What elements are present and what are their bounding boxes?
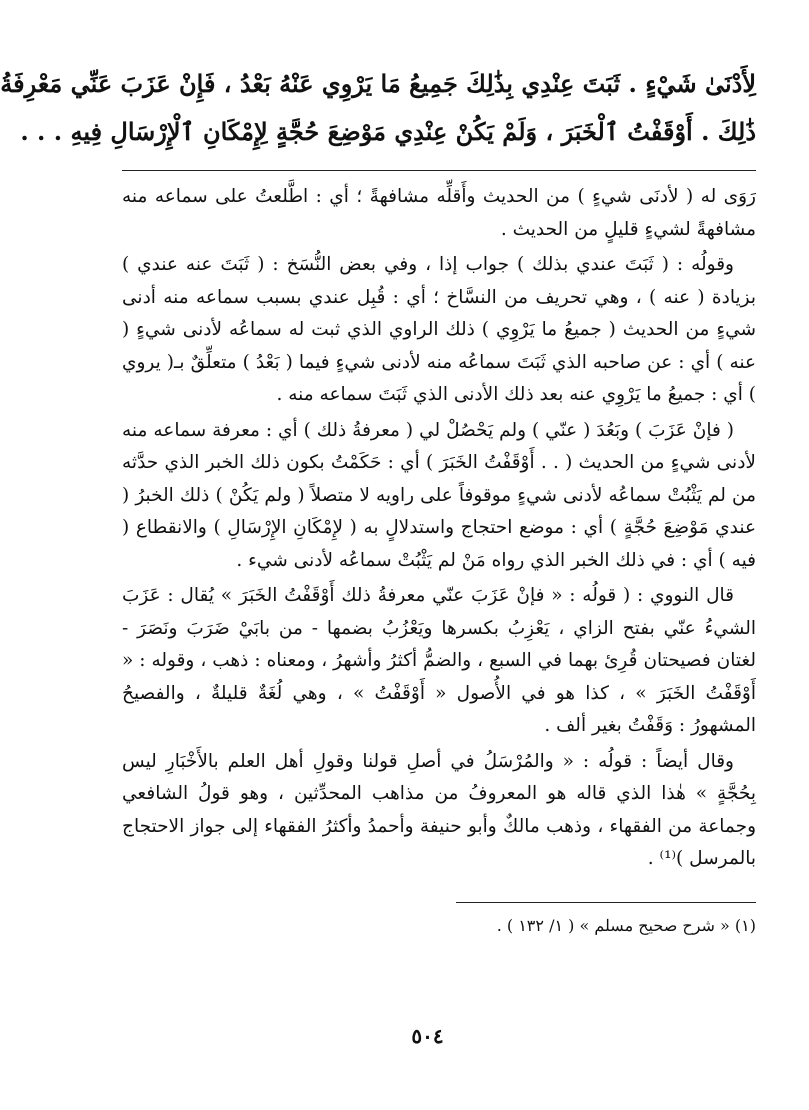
commentary-paragraph-3: ( فإنْ عَزَبَ ) وبَعُدَ ( عنّي ) ولم يَحْصُلْ لي ( معرفةُ ذلك ) أي : معرفة سماعه منه لأدنى شيءٍ من الحديث ( . . أَوْقَفْتُ الخَبَرَ ) أي : حَكَمْتُ بكون ذلك الخبر الذي حدَّثه من لم يَثْبُتْ سماعُه لأدنى شيءٍ موقوفاً على راويه لا متصلاً ( ولم يَكُنْ ) ذلك الخبرُ ( عندي مَوْضِعَ حُجَّةٍ ) أي : موضع احتجاج واستدلالٍ به ( لإِمْكَانِ الإِرْسَالِ ) والانقطاع ( فيه ) أي : في ذلك الخبر الذي رواه مَنْ لم يَثْبُتْ سماعُه لأدنى شيء .	[122, 419, 756, 571]
commentary	[122, 181, 756, 876]
page-body	[0, 60, 756, 1080]
commentary-paragraph-5: وقال أيضاً : قولُه : « والمُرْسَلُ في أصلِ قولنا وقولِ أهل العلم بالأَخْبَارِ ليس بِحُجَّةٍ » هٰذا الذي قاله هو المعروفُ من مذاهب المحدِّثين ، وهو قولُ الشافعي وجماعة من الفقهاء ، وذهب مالكٌ وأبو حنيفة وأحمدُ وأكثرُ الفقهاء إلى جواز الاحتجاج بالمرسل )⁽¹⁾ .	[122, 750, 756, 869]
footnote-divider	[456, 902, 756, 903]
matn-line-1: لِأَدْنَىٰ شَيْءٍ . ثَبَتَ عِنْدِي بِذَٰلِكَ جَمِيعُ مَا يَرْوِي عَنْهُ بَعْدُ ، فَإِنْ عَزَبَ عَنِّي مَعْرِفَةُ	[0, 69, 756, 98]
matn-line-2: ذَٰلِكَ . أَوْقَفْتُ ٱلْخَبَرَ ، وَلَمْ يَكُنْ عِنْدِي مَوْضِعَ حُجَّةٍ لِإِمْكَانِ ٱلْإِرْسَالِ فِيهِ . . .	[20, 117, 756, 146]
commentary-paragraph-4: قال النووي : ( قولُه : « فإنْ عَزَبَ عنّي معرفةُ ذلك أَوْقَفْتُ الخَبَرَ » يُقال : عَزَبَ الشيءُ عنّي بفتح الزاي ، يَعْزِبُ بكسرها ويَعْزُبُ بضمها - من بابَيْ ضَرَبَ ونَصَرَ - لغتان فصيحتان قُرِئ بهما في السبع ، والضمُّ أكثرُ وأشهرُ ، ومعناه : ذهب ، وقوله : « أَوْقَفْتُ الخَبَرَ » ، كذا هو في الأُصول « أَوْقَفْتُ » ، وهي لُغَةٌ قليلةٌ ، والفصيحُ المشهورُ : وَقَفْتُ بغير ألف .	[122, 585, 756, 736]
footnote: (١) « شرح صحيح مسلم » ( ١/ ١٣٢ ) .	[496, 915, 756, 935]
matn-divider	[122, 170, 756, 171]
matn-text	[0, 60, 756, 156]
commentary-paragraph-2: وقولُه : ( ثَبَتَ عندي بذلك ) جواب إذا ، وفي بعض النُّسَخ : ( ثَبَتَ عنه عندي ) بزيادة ( عنه ) ، وهي تحريف من النسَّاخ ؛ أي : قُبِل عندي بسبب سماعه منه أدنى شيءٍ من الحديث ( جميعُ ما يَرْوِي ) ذلك الراوي الذي ثبت له سماعُه لأدنى شيءٍ ( عنه ) أي : عن صاحبه الذي ثَبَتَ سماعُه منه لأدنى شيءٍ فيما ( بَعْدُ ) متعلِّقٌ بـ( يروي ) أي : جميعُ ما يَرْوِي عنه بعد ذلك الأدنى الذي ثَبَتَ سماعه منه .	[122, 254, 756, 405]
commentary-paragraph-1: رَوَى له ( لأدنَى شيءٍ ) من الحديث وأَقلِّه مشافهةً ؛ أي : اطَّلعتُ على سماعه منه مشافهةً لشيءٍ قليلٍ من الحديث .	[122, 186, 756, 240]
page-number: ٥٠٤	[411, 1024, 444, 1048]
